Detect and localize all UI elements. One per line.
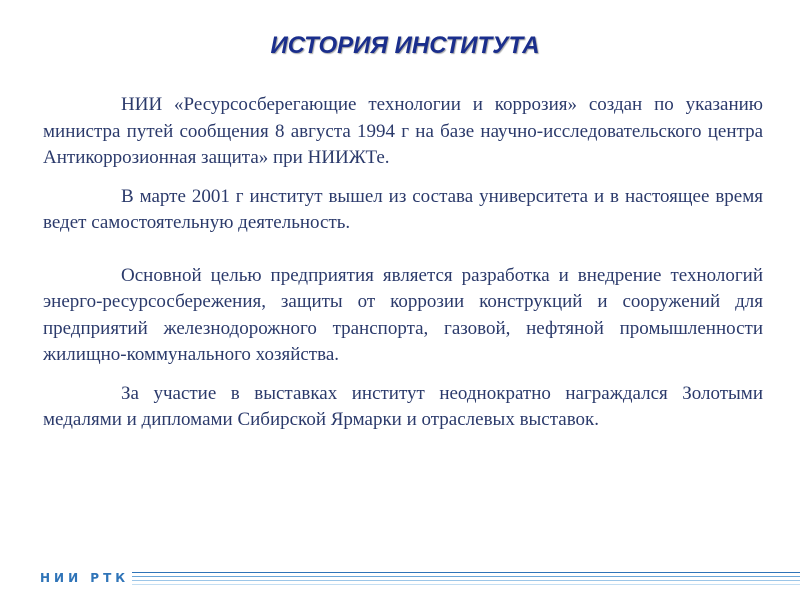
slide-title: ИСТОРИЯ ИНСТИТУТА	[270, 32, 540, 59]
footer-line	[132, 576, 800, 577]
footer-line	[132, 584, 800, 585]
paragraph-goal: Основной целью предприятия является разработка и внедрение технологий энерго-ресурсосбережения, защиты от коррозии конструкций и сооружений для предприятий железнодорожного транспорта, газовой, нефтяной промышленности жилищно-коммунального хозяйства.	[43, 264, 763, 365]
footer-decorative-lines	[132, 572, 800, 588]
footer-line	[132, 580, 800, 581]
paragraph-founding: НИИ «Ресурсосберегающие технологии и коррозия» создан по указанию министра путей сообщения 8 августа 1994 г на базе научно-исследовательского центра Антикоррозионная защита» при НИИЖТе.	[43, 94, 763, 168]
footer-line	[132, 572, 800, 573]
paragraph-awards: За участие в выставках институт неоднократно награждался Золотыми медалями и дипломами Сибирской Ярмарки и отраслевых выставок.	[43, 382, 763, 430]
paragraph-independence: В марте 2001 г институт вышел из состава университета и в настоящее время ведет самостоятельную деятельность.	[43, 185, 763, 233]
slide-body	[43, 92, 763, 434]
footer	[0, 566, 800, 596]
footer-logo: НИИ РТК	[40, 571, 130, 585]
